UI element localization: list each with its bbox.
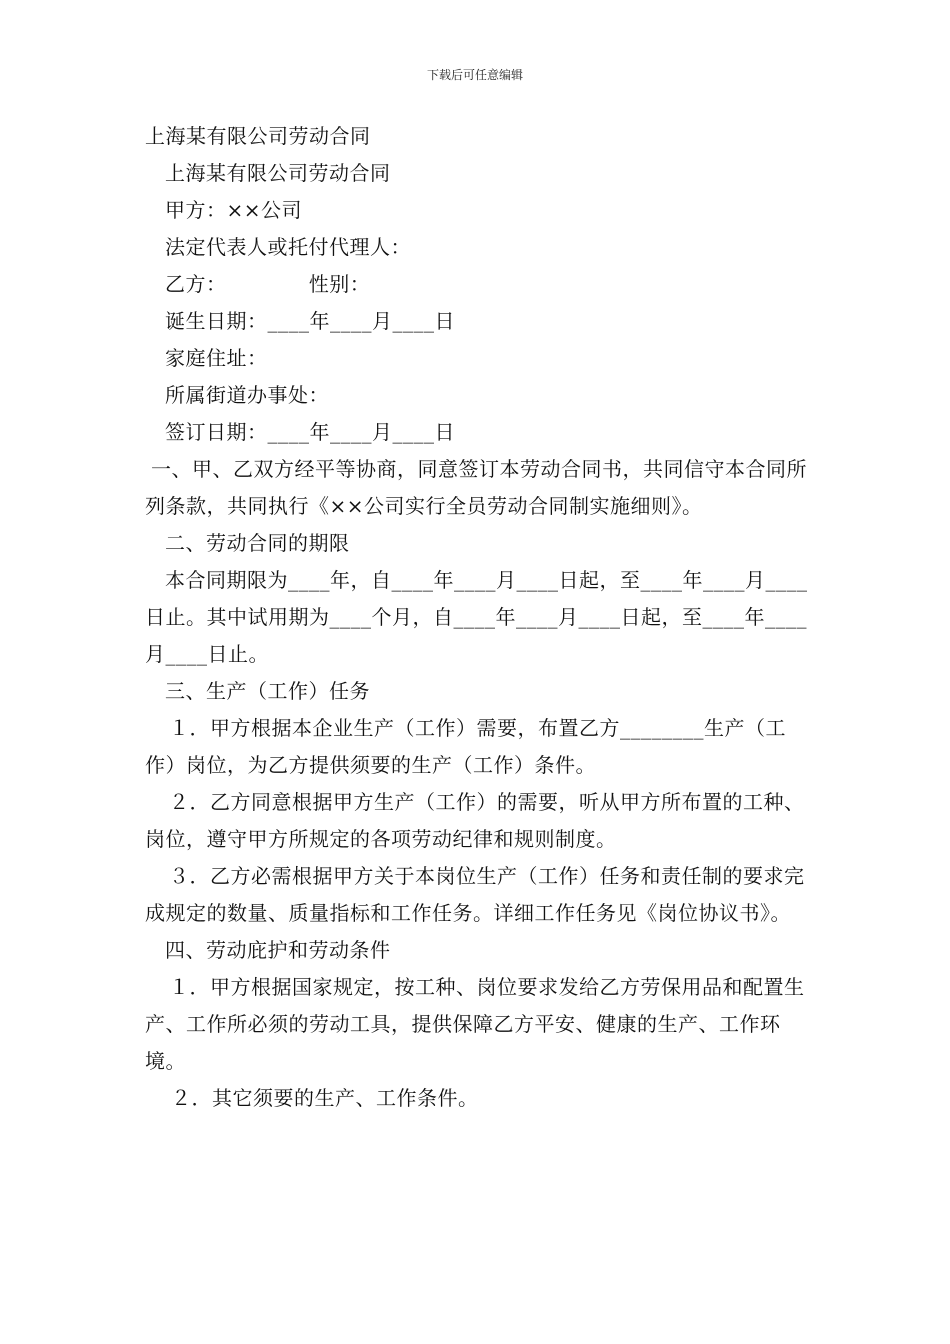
sign-date-line: 签订日期：____年____月____日 bbox=[165, 420, 455, 444]
home-address-line: 家庭住址： bbox=[165, 346, 268, 370]
contract-body bbox=[145, 118, 810, 1117]
page-header-note: 下载后可任意编辑 bbox=[426, 68, 523, 82]
clause-2-title: 二、劳动合同的期限 bbox=[165, 531, 350, 555]
clause-2-body: 本合同期限为____年，自____年____月____日起，至____年____月____日止。其中试用期为____个月，自____年____月____日起，至____年____月____日止。 bbox=[145, 568, 808, 666]
representative-line: 法定代表人或托付代理人： bbox=[165, 235, 411, 259]
clause-3-item-3: ３．乙方必需根据甲方关于本岗位生产（工作）任务和责任制的要求完成规定的数量、质量指标和工作任务。详细工作任务见《岗位协议书》。 bbox=[145, 864, 805, 925]
clause-4-title: 四、劳动庇护和劳动条件 bbox=[165, 938, 391, 962]
street-office-line: 所属街道办事处： bbox=[165, 383, 329, 407]
clause-4-item-1: １．甲方根据国家规定，按工种、岗位要求发给乙方劳保用品和配置生产、工作所必须的劳动工具，提供保障乙方平安、健康的生产、工作环境。 bbox=[145, 975, 805, 1073]
document-title: 上海某有限公司劳动合同 bbox=[145, 124, 371, 148]
clause-3-title: 三、生产（工作）任务 bbox=[165, 679, 370, 703]
clause-1: 一、甲、乙双方经平等协商，同意签订本劳动合同书，共同信守本合同所列条款，共同执行《××公司实行全员劳动合同制实施细则》。 bbox=[145, 457, 807, 518]
birth-date-line: 诞生日期：____年____月____日 bbox=[165, 309, 455, 333]
clause-3-item-1: １．甲方根据本企业生产（工作）需要，布置乙方________生产（工作）岗位，为乙方提供须要的生产（工作）条件。 bbox=[145, 716, 786, 777]
party-a-line: 甲方：××公司 bbox=[165, 198, 303, 222]
clause-3-item-2: ２．乙方同意根据甲方生产（工作）的需要，听从甲方所布置的工种、岗位，遵守甲方所规定的各项劳动纪律和规则制度。 bbox=[145, 790, 805, 851]
document-title-repeat: 上海某有限公司劳动合同 bbox=[165, 161, 391, 185]
party-b-gender-line: 乙方： 性别： bbox=[165, 272, 371, 296]
clause-4-item-2: ２．其它须要的生产、工作条件。 bbox=[171, 1086, 479, 1110]
